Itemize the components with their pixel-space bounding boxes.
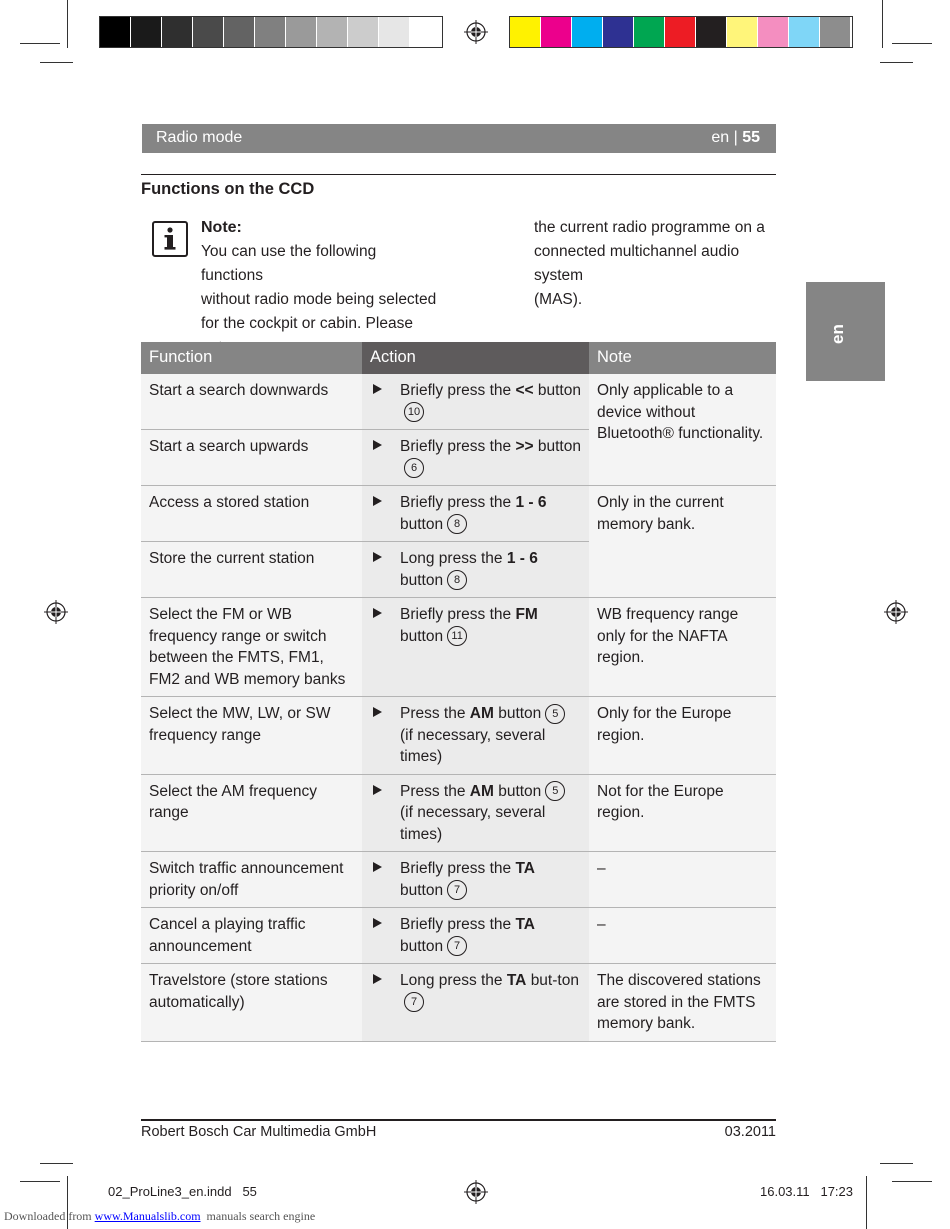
action-text: (if necessary, several times) [400,726,546,765]
table-row [141,486,776,542]
action-text: button [400,881,444,899]
slug-file: 02_ProLine3_en.indd 55 [108,1184,257,1199]
note-cell: The discovered stations are stored in the FMTS memory bank. [589,964,776,1042]
action-text: Briefly press the [400,606,516,623]
button-number-badge: 8 [447,570,467,590]
footer-company: Robert Bosch Car Multimedia GmbH [141,1124,377,1140]
action-text: Briefly press the [400,382,516,399]
crop-mark [67,0,68,48]
action-text: button [400,571,444,589]
action-cell [362,697,589,775]
color-swatch [100,17,130,47]
download-notice [4,1209,315,1224]
header-section-title: Radio mode [156,129,243,146]
color-swatch [224,17,254,47]
color-swatch [510,17,540,47]
bullet-arrow-icon [373,785,382,795]
color-swatch [317,17,347,47]
action-cell [362,964,589,1042]
action-text: button [537,382,581,399]
color-swatch [541,17,571,47]
note-cell: Only in the current memory bank. [589,486,776,598]
action-text: button [400,515,444,533]
button-key-label: FM [515,606,538,623]
action-cell [362,774,589,852]
color-swatch [603,17,633,47]
color-swatch [286,17,316,47]
button-key-label: 1 - 6 [506,550,538,567]
action-cell [362,598,589,697]
function-cell: Select the FM or WB frequency range or switch between the FMTS, FM1, FM2 and WB memory banks [141,598,362,697]
color-swatch [162,17,192,47]
bullet-arrow-icon [373,974,382,984]
registration-mark-icon [884,600,908,624]
note-cell: WB frequency range only for the NAFTA region. [589,598,776,697]
action-text: button [498,782,542,800]
divider [141,174,776,175]
color-swatch [634,17,664,47]
button-key-label: 1 - 6 [515,494,547,511]
function-cell: Select the MW, LW, or SW frequency range [141,697,362,775]
footer-date: 03.2011 [724,1124,776,1140]
color-swatch [379,17,409,47]
table-row [141,964,776,1042]
column-header-note: Note [589,342,776,374]
crop-mark [882,0,883,48]
color-swatch [727,17,757,47]
table-row [141,697,776,775]
action-cell [362,542,589,598]
color-swatch [410,17,440,47]
action-text: Long press the [400,550,507,567]
action-text: button [400,627,444,645]
table-row [141,774,776,852]
column-header-function: Function [141,342,362,374]
action-cell [362,374,589,430]
color-swatch [820,17,850,47]
action-text: button [537,438,581,455]
button-key-label: TA [515,860,535,877]
button-number-badge: 5 [545,781,565,801]
color-swatch [193,17,223,47]
action-cell [362,852,589,908]
note-cell: – [589,908,776,964]
color-swatch [665,17,695,47]
header-page-number: en | 55 [711,129,760,146]
button-key-label: AM [469,705,494,722]
function-cell: Switch traffic announcement priority on/off [141,852,362,908]
slug-timestamp: 16.03.11 17:23 [760,1184,854,1199]
crop-mark [880,1163,913,1164]
section-title: Functions on the CCD [141,180,315,198]
side-tab-label: en [828,324,847,344]
crop-mark [40,62,73,63]
table-row [141,908,776,964]
registration-mark-icon [44,600,68,624]
note-heading: Note: [201,219,242,236]
button-number-badge: 7 [404,992,424,1012]
note-line: for the cockpit or cabin. Please [201,315,413,332]
color-swatch [758,17,788,47]
registration-mark-icon [464,20,488,44]
action-text: Long press the [400,972,507,989]
crop-mark [866,1176,867,1229]
column-header-action: Action [362,342,589,374]
action-text: Briefly press the [400,916,516,933]
button-number-badge: 6 [404,458,424,478]
bullet-arrow-icon [373,384,382,394]
action-text: Press the [400,782,470,800]
action-cell [362,486,589,542]
header-lang: en [711,129,730,146]
bullet-arrow-icon [373,918,382,928]
bullet-arrow-icon [373,707,382,717]
manualslib-link[interactable]: www.Manualslib.com [94,1209,201,1223]
functions-table [141,342,776,1042]
color-swatch [696,17,726,47]
button-number-badge: 7 [447,936,467,956]
crop-mark [880,62,913,63]
crop-mark [20,1181,60,1182]
action-text: Press the [400,705,470,722]
crop-mark [892,43,932,44]
action-text: but-ton [530,972,579,989]
crop-mark [40,1163,73,1164]
action-text: Briefly press the [400,438,516,455]
download-prefix: Downloaded from [4,1209,95,1223]
crop-mark [20,43,60,44]
button-number-badge: 7 [447,880,467,900]
color-swatch [131,17,161,47]
function-cell: Start a search upwards [141,430,362,486]
note-cell: Not for the Europe region. [589,774,776,852]
action-text: Briefly press the [400,494,516,511]
function-cell: Start a search downwards [141,374,362,430]
button-number-badge: 5 [545,704,565,724]
action-cell [362,430,589,486]
note-line: You can use the following functions [201,243,377,284]
table-row [141,598,776,697]
button-key-label: TA [515,916,535,933]
registration-mark-icon [464,1180,488,1204]
language-side-tab [806,282,885,381]
page-number: 55 [742,129,760,146]
note-line: connected multichannel audio system [534,243,740,284]
note-cell: Only applicable to a device without Bluetooth® functionality. [589,374,776,486]
crop-mark [892,1181,932,1182]
running-header [142,124,776,153]
button-key-label: >> [515,438,534,455]
note-line: the current radio programme on a [534,219,765,236]
function-cell: Select the AM frequency range [141,774,362,852]
note-line: (MAS). [534,291,583,308]
info-icon [152,221,188,257]
button-key-label: AM [469,782,494,800]
color-swatch [572,17,602,47]
color-swatch [255,17,285,47]
bullet-arrow-icon [373,608,382,618]
color-swatch [348,17,378,47]
note-text-column-2 [534,216,779,312]
bullet-arrow-icon [373,862,382,872]
function-cell: Access a stored station [141,486,362,542]
button-key-label: TA [506,972,527,989]
bullet-arrow-icon [373,496,382,506]
action-text: (if necessary, several times) [400,804,546,843]
bullet-arrow-icon [373,440,382,450]
function-cell: Cancel a playing traffic announcement [141,908,362,964]
button-number-badge: 10 [404,402,424,422]
note-cell: – [589,852,776,908]
button-key-label: << [515,382,534,399]
action-text: Briefly press the [400,860,516,877]
table-row [141,852,776,908]
footer-divider [141,1119,776,1121]
action-cell [362,908,589,964]
download-suffix: manuals search engine [200,1209,316,1223]
function-cell: Store the current station [141,542,362,598]
color-swatch [789,17,819,47]
action-text: button [400,937,444,955]
button-number-badge: 8 [447,514,467,534]
note-cell: Only for the Europe region. [589,697,776,775]
bullet-arrow-icon [373,552,382,562]
table-header-row [141,342,776,374]
action-text: button [498,705,542,722]
button-number-badge: 11 [447,626,467,646]
function-cell: Travelstore (store stations automatically) [141,964,362,1042]
note-line: without radio mode being selected [201,291,437,308]
table-row [141,374,776,430]
